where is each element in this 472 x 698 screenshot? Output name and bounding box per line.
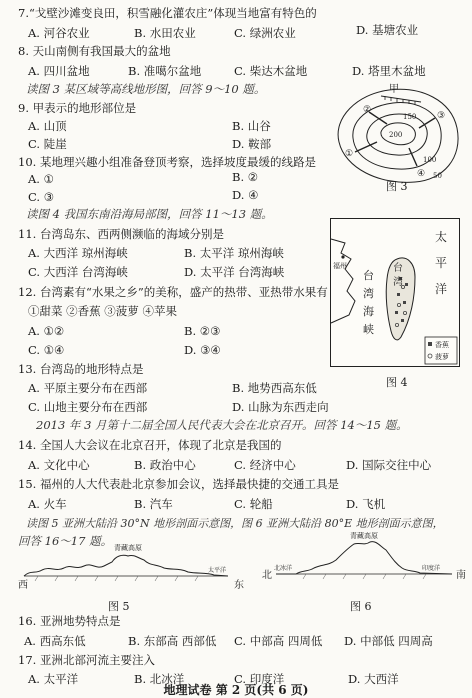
label-pacific-2: 平 bbox=[435, 256, 448, 270]
q9-option-b: B. 山谷 bbox=[232, 119, 271, 133]
q14-option-c: C. 经济中心 bbox=[234, 458, 296, 472]
q8-option-d: D. 塔里木盆地 bbox=[352, 64, 426, 78]
route-line-2 bbox=[369, 112, 387, 124]
route-line-1 bbox=[355, 142, 377, 152]
q16-option-b: B. 东部高 西部低 bbox=[128, 634, 217, 648]
q13-option-d: D. 山脉为东西走向 bbox=[232, 400, 329, 414]
q12-option-d: D. ③④ bbox=[184, 343, 221, 357]
q13-option-b: B. 地势西高东低 bbox=[232, 381, 317, 395]
label-150: 150 bbox=[403, 113, 417, 121]
route-3: ③ bbox=[437, 111, 446, 121]
fuzhou-dot bbox=[341, 255, 344, 258]
fig4-map bbox=[330, 218, 460, 367]
q12-option-b: B. ②③ bbox=[184, 324, 221, 338]
fig6-plateau-label: 青藏高原 bbox=[350, 532, 378, 540]
q7-option-c: C. 绿洲农业 bbox=[234, 26, 296, 40]
fig3-contour-map bbox=[325, 82, 465, 187]
fig4-caption: 图 4 bbox=[386, 376, 408, 389]
q8-option-b: B. 准噶尔盆地 bbox=[128, 64, 202, 78]
q15-stem: 15. 福州的人大代表赴北京参加会议，选择最快捷的交通工具是 bbox=[18, 477, 339, 491]
q11-option-c: C. 大西洋 台湾海峡 bbox=[28, 265, 128, 279]
q12-option-c: C. ①④ bbox=[28, 343, 65, 357]
fig5-ocean-label: 太平洋 bbox=[208, 567, 227, 574]
q7-option-d: D. 基塘农业 bbox=[356, 23, 419, 37]
q17-option-c: C. 印度洋 bbox=[234, 672, 285, 686]
q10-option-d: D. ④ bbox=[232, 188, 259, 202]
fig3-caption: 图 3 bbox=[386, 180, 408, 193]
legend-banana-swatch bbox=[428, 342, 432, 346]
fig6-indian-label: 印度洋 bbox=[422, 565, 441, 572]
label-strait-4: 峡 bbox=[363, 323, 374, 336]
label-50: 50 bbox=[433, 172, 442, 180]
q16-option-c: C. 中部高 四周低 bbox=[234, 634, 323, 648]
label-pacific-1: 太 bbox=[435, 230, 448, 244]
route-2: ② bbox=[363, 105, 372, 115]
q7-option-a: A. 河谷农业 bbox=[28, 26, 90, 40]
q14-stem: 14. 全国人大会议在北京召开，体现了北京是我国的 bbox=[18, 438, 282, 452]
q15-option-a: A. 火车 bbox=[28, 497, 67, 511]
q17-option-b: B. 北冰洋 bbox=[134, 672, 185, 686]
q7-option-b: B. 水田农业 bbox=[134, 26, 196, 40]
q10-option-c: C. ③ bbox=[28, 190, 55, 204]
fig5-west-label: 西 bbox=[18, 580, 28, 591]
q11-option-a: A. 大西洋 琼州海峡 bbox=[28, 246, 128, 260]
label-fuzhou: 福州 bbox=[333, 262, 347, 270]
q8-option-a: A. 四川盆地 bbox=[28, 64, 90, 78]
fig4-map-drawing bbox=[331, 219, 459, 366]
fig5-east-label: 东 bbox=[234, 580, 244, 591]
route-4: ④ bbox=[417, 169, 426, 179]
legend-pineapple: 菠萝 bbox=[435, 353, 449, 361]
mainland-coast bbox=[331, 239, 355, 323]
q17-option-a: A. 太平洋 bbox=[28, 672, 79, 686]
q12-option-a: A. ①② bbox=[28, 324, 65, 338]
route-line-3 bbox=[419, 118, 435, 128]
label-pacific-3: 洋 bbox=[435, 282, 448, 296]
q10-option-b: B. ② bbox=[232, 170, 259, 184]
fig5-profile bbox=[18, 544, 248, 592]
label-jia: 甲 bbox=[389, 84, 399, 95]
fig6-arctic-label: 北冰洋 bbox=[274, 565, 293, 572]
fig6-caption: 图 6 bbox=[350, 600, 372, 613]
label-strait-1: 台 bbox=[363, 269, 374, 282]
fig5-plateau-label: 青藏高原 bbox=[114, 544, 142, 552]
q7-stem: 7.“戈壁沙滩变良田，积雪融化灌农庄”体现当地富有特色的 bbox=[18, 6, 317, 20]
q11-stem: 11. 台湾岛东、西两侧濒临的海域分别是 bbox=[18, 227, 224, 241]
fig6-profile bbox=[262, 532, 466, 592]
read-npc-instruction: 2013 年 3 月第十二届全国人民代表大会在北京召开。回答 14～15 题。 bbox=[36, 418, 408, 432]
q14-option-b: B. 政治中心 bbox=[134, 458, 196, 472]
q9-option-a: A. 山顶 bbox=[28, 119, 67, 133]
q17-option-d: D. 大西洋 bbox=[348, 672, 399, 686]
route-1: ① bbox=[345, 149, 354, 159]
fig6-north-label: 北 bbox=[262, 570, 272, 581]
fig6-south-label: 南 bbox=[456, 570, 466, 581]
read-fig4-instruction: 读图 4 我国东南沿海局部图，回答 11～13 题。 bbox=[26, 207, 273, 221]
q16-option-a: A. 西高东低 bbox=[24, 634, 86, 648]
fig5-caption: 图 5 bbox=[108, 600, 130, 613]
q15-option-b: B. 汽车 bbox=[134, 497, 173, 511]
fig5-hatch bbox=[35, 576, 198, 581]
label-taiwan-2: 湾 bbox=[393, 277, 403, 288]
q16-stem: 16. 亚洲地势特点是 bbox=[18, 614, 121, 628]
fig5-terrain bbox=[24, 555, 228, 576]
label-100: 100 bbox=[423, 156, 437, 164]
route-line-4 bbox=[409, 148, 417, 166]
q14-option-a: A. 文化中心 bbox=[28, 458, 90, 472]
read-fig3-instruction: 读图 3 某区域等高线地形图，回答 9～10 题。 bbox=[26, 82, 266, 96]
q10-stem: 10. 某地理兴趣小组准备登顶考察，选择坡度最缓的线路是 bbox=[18, 155, 316, 169]
fig6-hatch bbox=[303, 574, 426, 579]
q13-option-c: C. 山地主要分布在西部 bbox=[28, 400, 148, 414]
page-footer: 地理试卷 第 2 页(共 6 页) bbox=[163, 683, 309, 697]
q13-option-a: A. 平原主要分布在西部 bbox=[28, 381, 148, 395]
q9-option-d: D. 鞍部 bbox=[232, 137, 272, 151]
q12-choices: ①甜菜 ②香蕉 ③菠萝 ④苹果 bbox=[28, 304, 177, 318]
label-taiwan-1: 台 bbox=[393, 263, 403, 274]
q16-option-d: D. 中部低 四周高 bbox=[344, 634, 433, 648]
q9-stem: 9. 甲表示的地形部位是 bbox=[18, 101, 137, 115]
q15-option-d: D. 飞机 bbox=[346, 497, 386, 511]
q8-option-c: C. 柴达木盆地 bbox=[234, 64, 308, 78]
label-strait-2: 湾 bbox=[363, 287, 374, 300]
q10-option-a: A. ① bbox=[28, 172, 54, 186]
read-profile-instruction-2: 回答 16～17 题。 bbox=[18, 534, 113, 548]
label-strait-3: 海 bbox=[363, 305, 374, 318]
read-profile-instruction: 读图 5 亚洲大陆沿 30°N 地形剖面示意图，图 6 亚洲大陆沿 80°E 地形剖面示意图， bbox=[26, 517, 444, 530]
label-200: 200 bbox=[389, 131, 403, 139]
q8-stem: 8. 天山南侧有我国最大的盆地 bbox=[18, 44, 171, 58]
legend-banana: 香蕉 bbox=[435, 341, 449, 349]
q12-stem: 12. 台湾素有“水果之乡”的美称，盛产的热带、亚热带水果有 bbox=[18, 285, 328, 299]
q17-stem: 17. 亚洲北部河流主要注入 bbox=[18, 653, 155, 667]
q9-option-c: C. 陡崖 bbox=[28, 137, 67, 151]
q11-option-b: B. 太平洋 琼州海峡 bbox=[184, 246, 284, 260]
q14-option-d: D. 国际交往中心 bbox=[346, 458, 432, 472]
q11-option-d: D. 太平洋 台湾海峡 bbox=[184, 265, 285, 279]
q15-option-c: C. 轮船 bbox=[234, 497, 273, 511]
q13-stem: 13. 台湾岛的地形特点是 bbox=[18, 362, 144, 376]
